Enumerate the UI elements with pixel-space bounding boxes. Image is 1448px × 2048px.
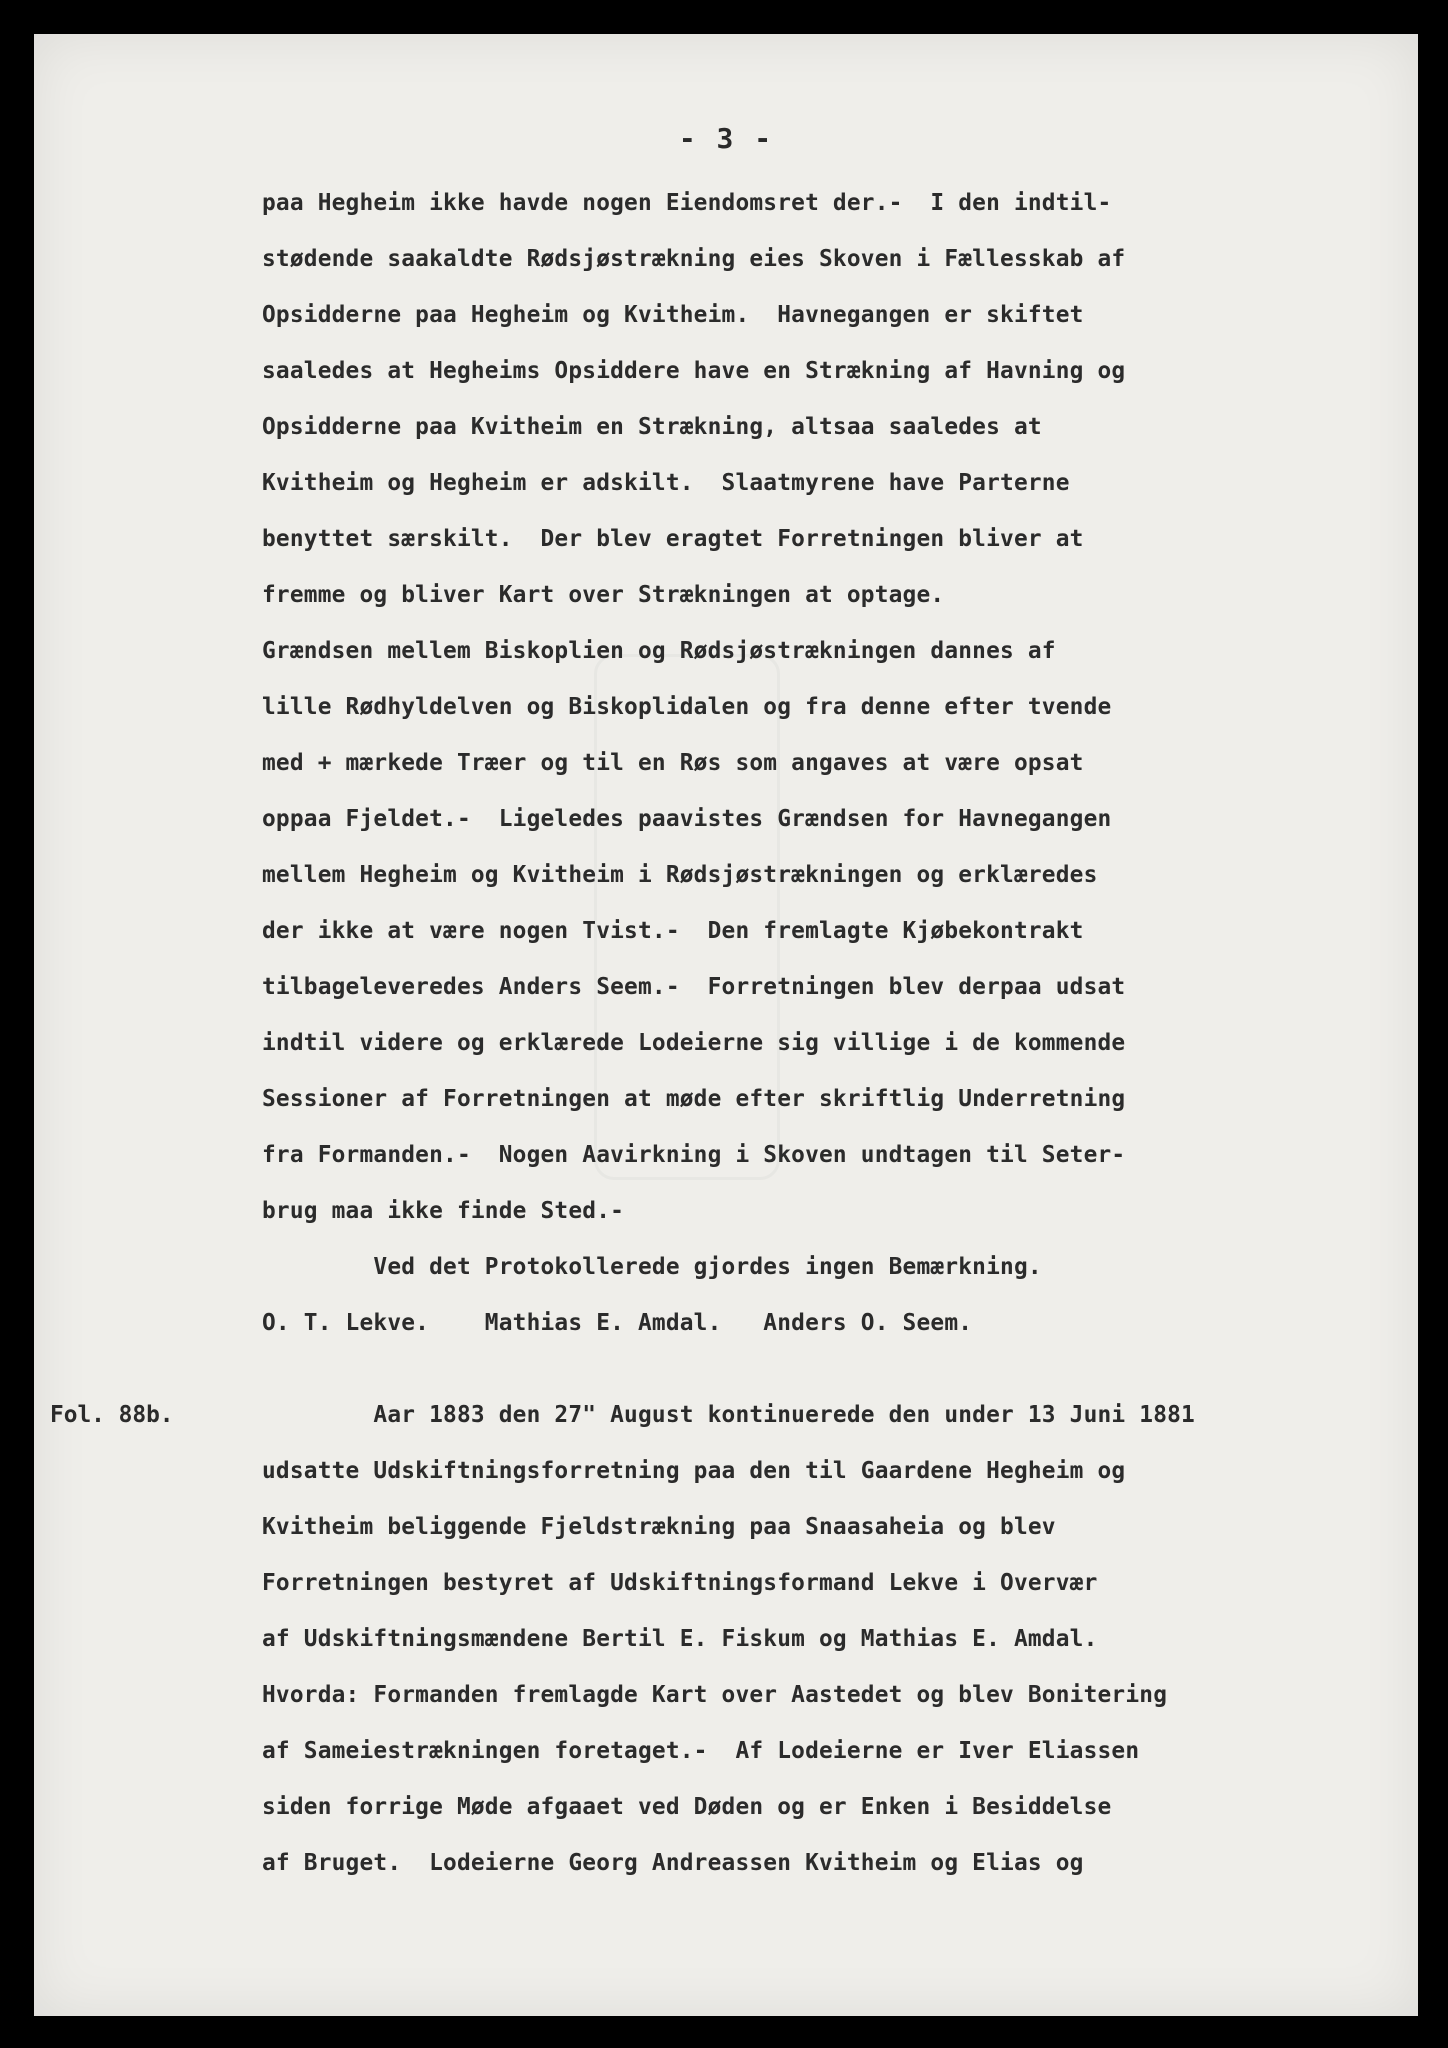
text-line: Sessioner af Forretningen at møde efter skriftlig Underretning	[262, 1086, 1126, 1112]
text-line: af Sameiestrækningen foretaget.- Af Lodeierne er Iver Eliassen	[262, 1738, 1140, 1764]
text-line: indtil videre og erklærede Lodeierne sig villige i de kommende	[262, 1030, 1126, 1056]
text-line: fra Formanden.- Nogen Aavirkning i Skoven undtagen til Seter-	[262, 1142, 1126, 1168]
text-line: oppaa Fjeldet.- Ligeledes paavistes Grændsen for Havnegangen	[262, 806, 1112, 832]
text-line: der ikke at være nogen Tvist.- Den fremlagte Kjøbekontrakt	[262, 918, 1084, 944]
text-line: tilbageleveredes Anders Seem.- Forretningen blev derpaa udsat	[262, 974, 1126, 1000]
text-line: lille Rødhyldelven og Biskoplidalen og fra denne efter tvende	[262, 694, 1112, 720]
text-line: paa Hegheim ikke havde nogen Eiendomsret der.- I den indtil-	[262, 190, 1112, 216]
text-line: stødende saakaldte Rødsjøstrækning eies Skoven i Fællesskab af	[262, 246, 1126, 272]
text-line: Aar 1883 den 27" August kontinuerede den under 13 Juni 1881	[262, 1402, 1195, 1428]
text-line: Opsidderne paa Hegheim og Kvitheim. Havnegangen er skiftet	[262, 302, 1084, 328]
text-line: mellem Hegheim og Kvitheim i Rødsjøstrækningen og erklæredes	[262, 862, 1098, 888]
text-line: Kvitheim beliggende Fjeldstrækning paa Snaasaheia og blev	[262, 1514, 1056, 1540]
text-line: Grændsen mellem Biskoplien og Rødsjøstrækningen dannes af	[262, 638, 1056, 664]
text-line: brug maa ikke finde Sted.-	[262, 1198, 625, 1224]
page-number: - 3 -	[678, 122, 774, 155]
text-line: Opsidderne paa Kvitheim en Strækning, altsaa saaledes at	[262, 414, 1042, 440]
text-line: siden forrige Møde afgaaet ved Døden og er Enken i Besiddelse	[262, 1794, 1112, 1820]
document-page	[34, 34, 1418, 2016]
text-line: Ved det Protokollerede gjordes ingen Bemærkning.	[262, 1254, 1042, 1280]
text-line: af Bruget. Lodeierne Georg Andreassen Kvitheim og Elias og	[262, 1850, 1084, 1876]
folio-margin-note: Fol. 88b.	[50, 1402, 174, 1428]
text-line: fremme og bliver Kart over Strækningen at optage.	[262, 582, 945, 608]
text-line: Kvitheim og Hegheim er adskilt. Slaatmyrene have Parterne	[262, 470, 1070, 496]
text-line: med + mærkede Træer og til en Røs som angaves at være opsat	[262, 750, 1084, 776]
text-line: Hvorda: Formanden fremlagde Kart over Aastedet og blev Bonitering	[262, 1682, 1168, 1708]
signature-line: O. T. Lekve. Mathias E. Amdal. Anders O. Seem.	[262, 1310, 973, 1336]
text-line: benyttet særskilt. Der blev eragtet Forretningen bliver at	[262, 526, 1084, 552]
text-line: af Udskiftningsmændene Bertil E. Fiskum og Mathias E. Amdal.	[262, 1626, 1098, 1652]
text-line: saaledes at Hegheims Opsiddere have en Strækning af Havning og	[262, 358, 1126, 384]
text-line: udsatte Udskiftningsforretning paa den til Gaardene Hegheim og	[262, 1458, 1126, 1484]
text-line: Forretningen bestyret af Udskiftningsformand Lekve i Overvær	[262, 1570, 1098, 1596]
